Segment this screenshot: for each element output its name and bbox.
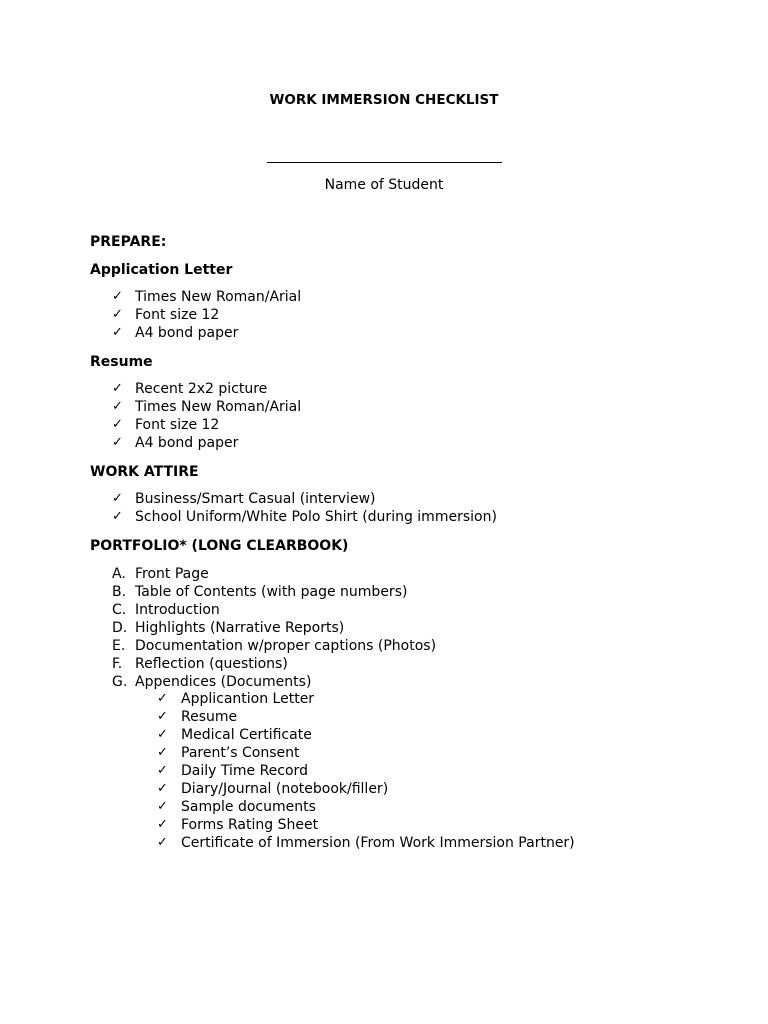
list-item: F. Reflection (questions) <box>112 656 288 672</box>
application-letter-heading: Application Letter <box>90 262 233 278</box>
list-item: ✓ A4 bond paper <box>112 435 239 451</box>
checkmark-icon: ✓ <box>112 435 123 450</box>
portfolio-list <box>112 565 436 691</box>
checkmark-icon: ✓ <box>112 399 123 414</box>
list-item: ✓ Diary/Journal (notebook/filler) <box>157 781 389 797</box>
checkmark-icon: ✓ <box>157 727 168 742</box>
checkmark-icon: ✓ <box>157 709 168 724</box>
checkmark-icon: ✓ <box>112 325 123 340</box>
list-item: A. Front Page <box>112 566 209 582</box>
checkmark-icon: ✓ <box>157 781 168 796</box>
list-item: ✓ Recent 2x2 picture <box>112 381 268 397</box>
list-item: E. Documentation w/proper captions (Photos) <box>112 638 437 654</box>
work-attire-list <box>112 490 497 526</box>
list-item: ✓ Resume <box>157 709 238 725</box>
list-item: ✓ Font size 12 <box>112 307 220 323</box>
list-item: ✓ Times New Roman/Arial <box>112 399 302 415</box>
list-item: ✓ Parent’s Consent <box>157 745 300 761</box>
application-letter-list <box>112 288 301 342</box>
checkmark-icon: ✓ <box>112 307 123 322</box>
list-item: ✓ Certificate of Immersion (From Work Immersion Partner) <box>157 835 575 851</box>
list-item: G. Appendices (Documents) <box>112 674 312 690</box>
checkmark-icon: ✓ <box>112 509 123 524</box>
list-item: C. Introduction <box>112 602 220 618</box>
checkmark-icon: ✓ <box>157 817 168 832</box>
checkmark-icon: ✓ <box>157 691 168 706</box>
list-item: ✓ Applicantion Letter <box>157 691 315 707</box>
portfolio-heading: PORTFOLIO* (LONG CLEARBOOK) <box>90 538 349 554</box>
list-item: ✓ Medical Certificate <box>157 727 312 743</box>
list-item: ✓ Forms Rating Sheet <box>157 817 319 833</box>
checkmark-icon: ✓ <box>112 289 123 304</box>
student-name-label: Name of Student <box>324 177 444 193</box>
checkmark-icon: ✓ <box>157 835 168 850</box>
work-attire-heading: WORK ATTIRE <box>90 464 199 480</box>
checkmark-icon: ✓ <box>112 417 123 432</box>
checkmark-icon: ✓ <box>112 381 123 396</box>
list-item: ✓ Sample documents <box>157 799 316 815</box>
list-item: ✓ A4 bond paper <box>112 325 239 341</box>
checkmark-icon: ✓ <box>157 763 168 778</box>
checkmark-icon: ✓ <box>157 745 168 760</box>
list-item: ✓ Business/Smart Casual (interview) <box>112 491 376 507</box>
list-item: ✓ Daily Time Record <box>157 763 308 779</box>
prepare-heading: PREPARE: <box>90 234 167 250</box>
list-item: D. Highlights (Narrative Reports) <box>112 620 345 636</box>
student-name-line <box>267 162 502 163</box>
checkmark-icon: ✓ <box>157 799 168 814</box>
list-item: ✓ School Uniform/White Polo Shirt (during immersion) <box>112 509 497 525</box>
appendices-list <box>157 690 575 852</box>
list-item: B. Table of Contents (with page numbers) <box>112 584 408 600</box>
list-item: ✓ Times New Roman/Arial <box>112 289 302 305</box>
list-item: ✓ Font size 12 <box>112 417 220 433</box>
resume-list <box>112 380 301 452</box>
document-title: WORK IMMERSION CHECKLIST <box>269 92 499 108</box>
resume-heading: Resume <box>90 354 153 370</box>
checkmark-icon: ✓ <box>112 491 123 506</box>
